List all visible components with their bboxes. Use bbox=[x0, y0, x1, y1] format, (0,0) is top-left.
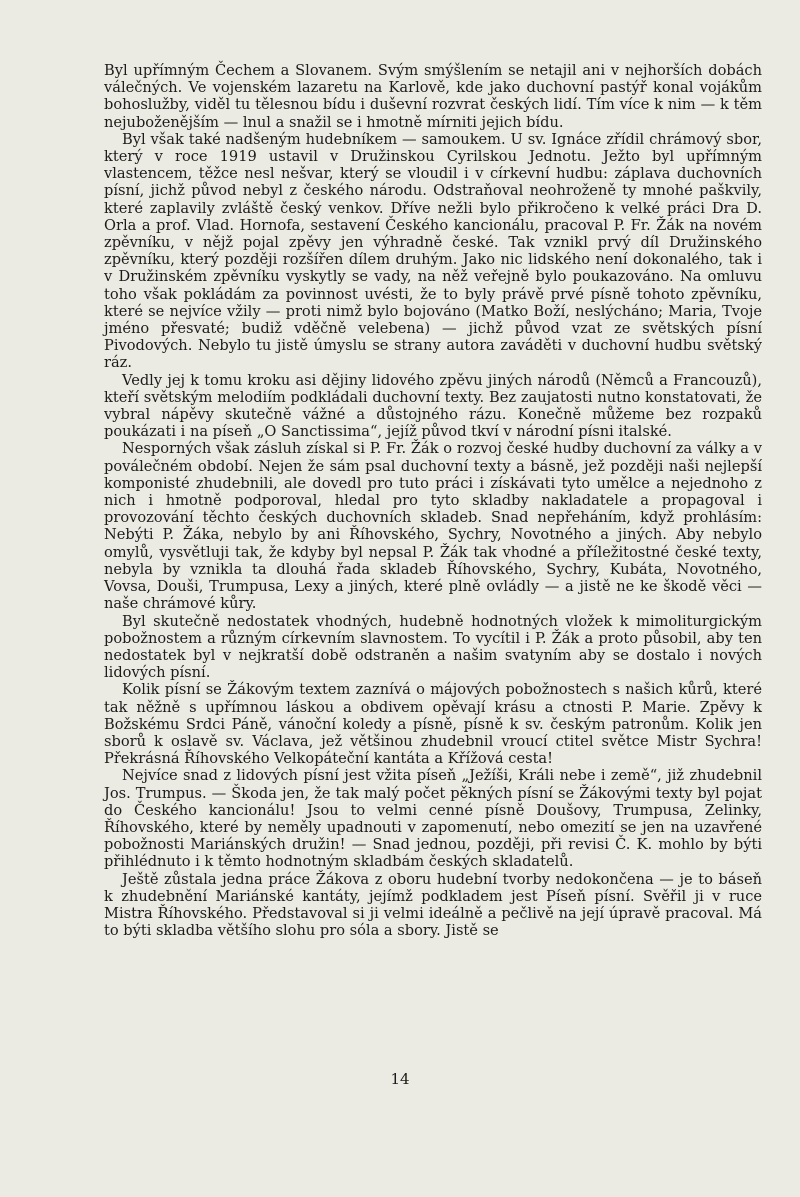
page-number: 14 bbox=[390, 1070, 410, 1088]
paragraph: Byl upřímným Čechem a Slovanem. Svým smýšlením se netajil ani v nejhorších dobách válečných. Ve vojenském lazaretu na Karlově, kde jako duchovní pastýř konal vojákům bohoslužby, viděl tu tělesnou bídu i duševní rozvrat českých lidí. Tím více k nim — k těm nejuboženějším — lnul a snažil se i hmotně mírniti jejich bídu. bbox=[104, 62, 762, 131]
paragraph: Nejvíce snad z lidových písní jest vžita píseň „Ježíši, Králi nebe i země“, již zhudebnil Jos. Trumpus. — Škoda jen, že tak malý počet pěkných písní se Žákovými texty byl pojat do Českého kancionálu! Jsou to velmi cenné písně Doušovy, Trumpusa, Zelinky, Říhovského, které by neměly upadnouti v zapomenutí, nebo omezití se jen na uzavřené pobožnosti Mariánských družin! — Snad jednou, později, při revisi Č. K. mohlo by býti přihlédnuto i k těmto hodnotným skladbám českých skladatelů. bbox=[104, 767, 762, 871]
paragraph: Kolik písní se Žákovým textem zaznívá o májových pobožnostech s našich kůrů, které tak něžně s upřímnou láskou a obdivem opěvají krásu a ctnosti P. Marie. Zpěvy k Božskému Srdci Páně, vánoční koledy a písně, písně k sv. českým patronům. Kolik jen sborů k oslavě sv. Václava, jež většinou zhudebnil vroucí ctitel světce Mistr Sychra! Překrásná Říhovského Velkopáteční kantáta a Křížová cesta! bbox=[104, 681, 762, 768]
body-text bbox=[104, 62, 762, 939]
paragraph: Byl skutečně nedostatek vhodných, hudebně hodnotných vložek k mimoliturgickým pobožnostem a různým církevním slavnostem. To vycítil i P. Žák a proto působil, aby ten nedostatek byl v nejkratší době odstraněn a našim svatyním aby se dostalo i nových lidových písní. bbox=[104, 612, 762, 682]
paragraph: Ještě zůstala jedna práce Žákova z oboru hudební tvorby nedokončena — je to báseň k zhudebnění Mariánské kantáty, jejímž podkladem jest Píseň písní. Svěřil ji v ruce Mistra Říhovského. Představoval si ji velmi ideálně a pečlivě na její úpravě pracoval. Má to býti skladba většího slohu pro sóla a sbory. Jistě se bbox=[104, 870, 762, 940]
paragraph: Nesporných však zásluh získal si P. Fr. Žák o rozvoj české hudby duchovní za války a v poválečném období. Nejen že sám psal duchovní texty a básně, jež později naši nejlepší komponisté zhudebnili, ale dovedl pro tuto práci i získávati tyto umělce a nejednoho z nich i hmotně podporoval, hledal pro tyto skladby nakladatele a propagoval i provozování těchto českých duchovních skladeb. Snad nepřeháním, když prohlásím: Nebýti P. Žáka, nebylo by ani Říhovského, Sychry, Novotného a jiných. Aby nebylo omylů, vysvětluji tak, že kdyby byl nepsal P. Žák tak vhodné a příležitostné české texty, nebyla by vznikla ta dlouhá řada skladeb Říhovského, Sychry, Kubáta, Novotného, Vovsa, Douši, Trumpusa, Lexy a jiných, které plně ovládly — a jistě ne ke škodě věci — naše chrámové kůry. bbox=[104, 440, 762, 613]
paragraph: Vedly jej k tomu kroku asi dějiny lidového zpěvu jiných národů (Němců a Francouzů), kteří světským melodiím podkládali duchovní texty. Bez zaujatosti nutno konstatovati, že vybral nápěvy skutečně vážné a důstojného rázu. Konečně můžeme bez rozpaků poukázati i na píseň „O Sanctissima“, jejíž původ tkví v národní písni italské. bbox=[104, 371, 762, 441]
paragraph: Byl však také nadšeným hudebníkem — samoukem. U sv. Ignáce zřídil chrámový sbor, který v roce 1919 ustavil v Družinskou Cyrilskou Jednotu. Ježto byl upřímným vlastencem, těžce nesl nešvar, který se vloudil i v církevní hudbu: záplava duchovních písní, jichž původ nebyl z českého národu. Odstraňoval neohroženě ty mnohé paškvily, které zaplavily zvláště český venkov. Dříve nežli bylo přikročeno k velké práci Dra D. Orla a prof. Vlad. Hornofa, sestavení Českého kancionálu, pracoval P. Fr. Žák na novém zpěvníku, v nějž pojal zpěvy jen výhradně české. Tak vznikl prvý díl Družinského zpěvníku, který později rozšířen dílem druhým. Jako nic lidského není dokonalého, tak i v Družinském zpěvníku vyskytly se vady, na něž veřejně bylo poukazováno. Na omluvu toho však pokládám za povinnost uvésti, že to byly právě prvé písně tohoto zpěvníku, které se nejvíce vžily — proti nimž bylo bojováno (Matko Boží, neslýcháno; Maria, Tvoje jméno přesvaté; budiž vděčně velebena) — jichž původ vzat ze světských písní Pivodových. Nebylo tu jistě úmyslu se strany autora zaváděti v duchovní hudbu světský ráz. bbox=[104, 130, 762, 372]
